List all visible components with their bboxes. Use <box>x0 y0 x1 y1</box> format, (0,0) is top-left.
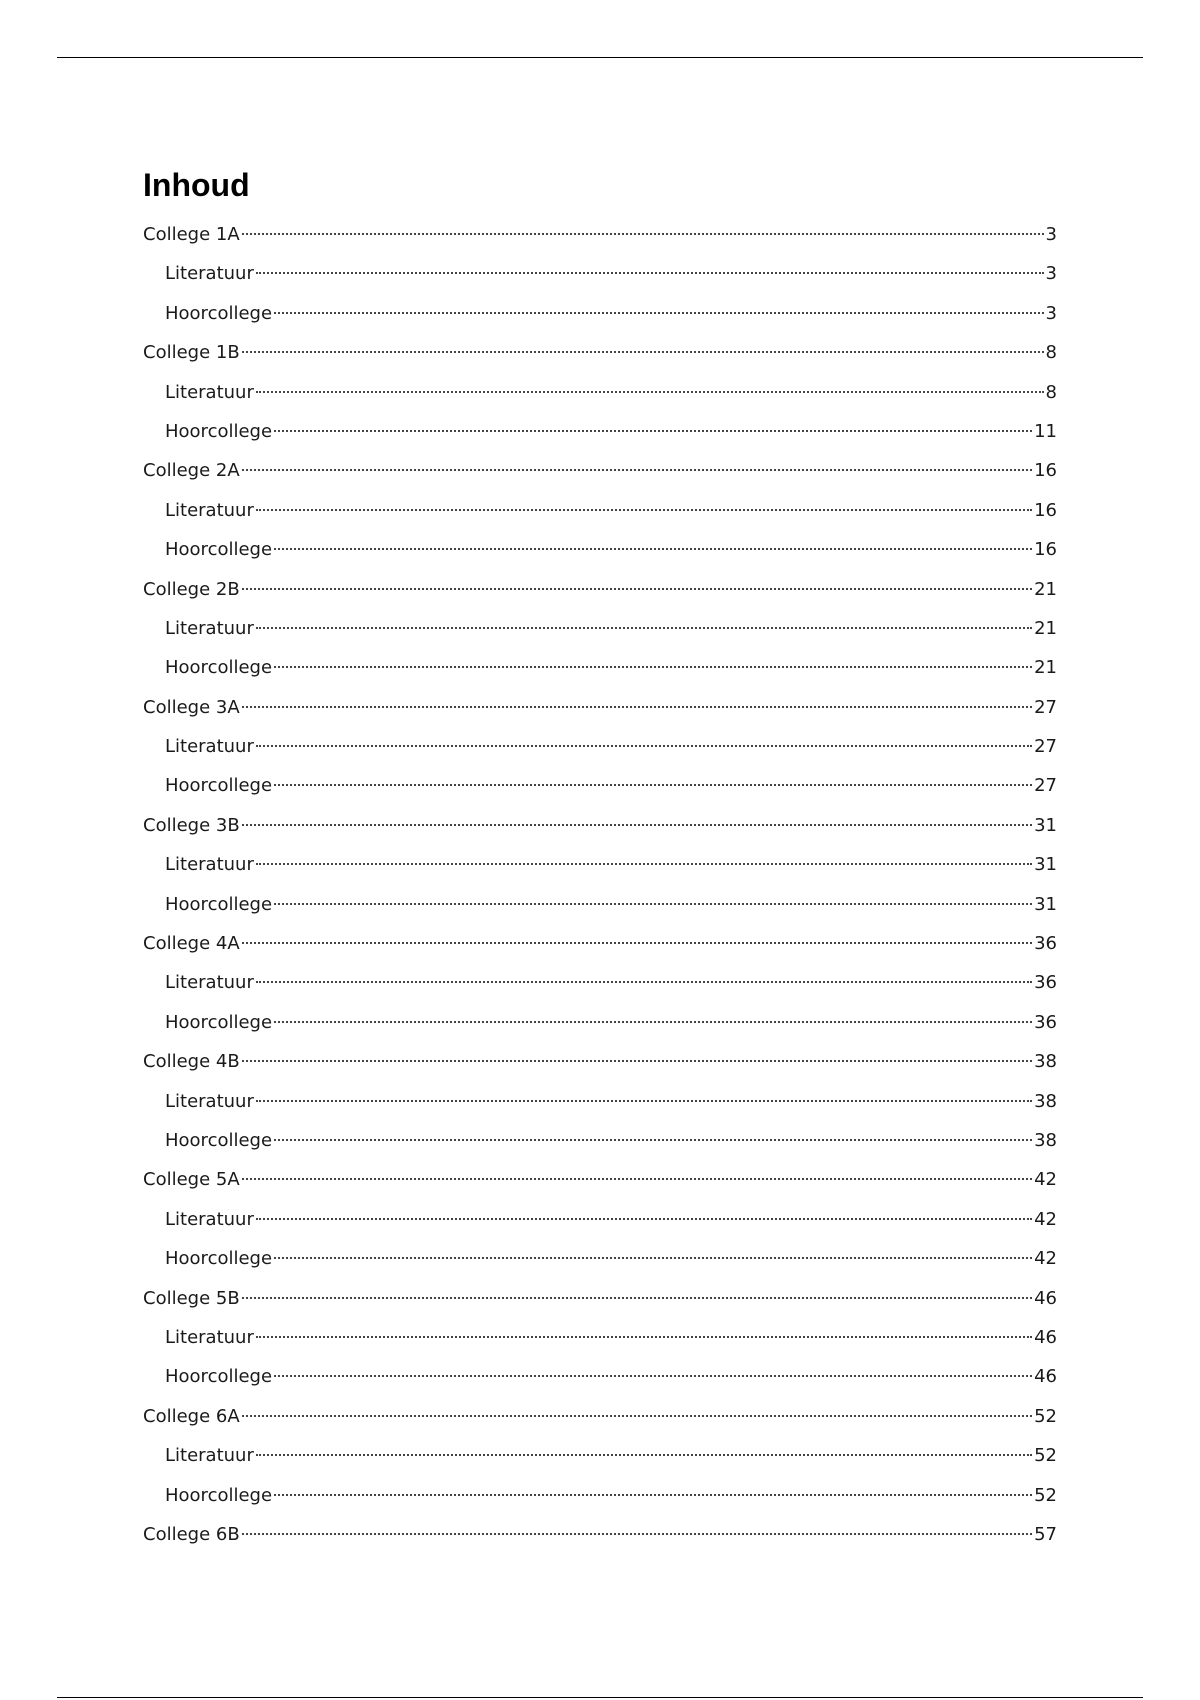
toc-entry-section[interactable] <box>143 609 1057 648</box>
toc-entry-chapter[interactable] <box>143 333 1057 372</box>
toc-dot-leader <box>274 1375 1032 1377</box>
toc-entry-label: Literatuur <box>165 381 254 403</box>
toc-entry-label: College 1B <box>143 342 240 364</box>
toc-dot-leader <box>256 272 1044 274</box>
toc-entry-section[interactable] <box>143 648 1057 687</box>
toc-dot-leader <box>242 824 1032 826</box>
toc-page-number: 46 <box>1034 1287 1057 1309</box>
toc-page-number: 31 <box>1034 893 1057 915</box>
footer-rule <box>57 1697 1143 1698</box>
toc-page-number: 57 <box>1034 1523 1057 1545</box>
toc-page-number: 36 <box>1034 933 1057 955</box>
toc-entry-label: Literatuur <box>165 972 254 994</box>
toc-entry-label: Hoorcollege <box>165 539 273 561</box>
toc-dot-leader <box>242 233 1044 235</box>
toc-dot-leader <box>256 627 1032 629</box>
toc-dot-leader <box>242 351 1044 353</box>
toc-page-number: 31 <box>1034 854 1057 876</box>
toc-entry-label: College 2A <box>143 460 240 482</box>
toc-entry-label: Hoorcollege <box>165 1011 273 1033</box>
toc-entry-chapter[interactable] <box>143 570 1057 609</box>
toc-page-number: 8 <box>1045 381 1057 403</box>
toc-dot-leader <box>274 666 1032 668</box>
toc-dot-leader <box>274 430 1032 432</box>
toc-entry-section[interactable] <box>143 491 1057 530</box>
header-rule <box>57 57 1143 58</box>
toc-entry-chapter[interactable] <box>143 1160 1057 1199</box>
toc-entry-label: Hoorcollege <box>165 1248 273 1270</box>
toc-page-number: 8 <box>1045 342 1057 364</box>
toc-entry-chapter[interactable] <box>143 1279 1057 1318</box>
toc-entry-section[interactable] <box>143 1318 1057 1357</box>
toc-dot-leader <box>242 706 1032 708</box>
toc-entry-section[interactable] <box>143 1239 1057 1278</box>
toc-page-number: 27 <box>1034 775 1057 797</box>
toc-entry-label: College 6B <box>143 1523 240 1545</box>
toc-entry-chapter[interactable] <box>143 1515 1057 1554</box>
toc-entry-section[interactable] <box>143 373 1057 412</box>
toc-entry-section[interactable] <box>143 294 1057 333</box>
toc-page-number: 27 <box>1034 696 1057 718</box>
toc-dot-leader <box>256 1454 1032 1456</box>
toc-entry-section[interactable] <box>143 963 1057 1002</box>
toc-entry-section[interactable] <box>143 1436 1057 1475</box>
toc-page-number: 3 <box>1045 263 1057 285</box>
toc-page-number: 46 <box>1034 1366 1057 1388</box>
toc-entry-label: Literatuur <box>165 263 254 285</box>
toc-entry-label: Hoorcollege <box>165 1129 273 1151</box>
toc-entry-label: College 4B <box>143 1051 240 1073</box>
toc-entry-section[interactable] <box>143 1003 1057 1042</box>
toc-page-number: 3 <box>1045 302 1057 324</box>
toc-entry-label: College 2B <box>143 578 240 600</box>
toc-entry-label: Hoorcollege <box>165 893 273 915</box>
toc-entry-label: Literatuur <box>165 1445 254 1467</box>
toc-entry-section[interactable] <box>143 1082 1057 1121</box>
toc-entry-label: Literatuur <box>165 1208 254 1230</box>
toc-page-number: 16 <box>1034 499 1057 521</box>
toc-entry-label: Literatuur <box>165 1090 254 1112</box>
toc-dot-leader <box>256 863 1032 865</box>
page-title: Inhoud <box>143 167 250 203</box>
toc-page-number: 21 <box>1034 617 1057 639</box>
toc-dot-leader <box>274 784 1032 786</box>
toc-page-number: 38 <box>1034 1129 1057 1151</box>
toc-entry-label: Hoorcollege <box>165 302 273 324</box>
toc-dot-leader <box>256 391 1044 393</box>
toc-entry-label: Hoorcollege <box>165 1366 273 1388</box>
toc-page-number: 52 <box>1034 1484 1057 1506</box>
toc-page-number: 42 <box>1034 1169 1057 1191</box>
toc-entry-chapter[interactable] <box>143 451 1057 490</box>
toc-entry-label: Hoorcollege <box>165 657 273 679</box>
toc-page-number: 36 <box>1034 1011 1057 1033</box>
toc-page-number: 52 <box>1034 1405 1057 1427</box>
toc-dot-leader <box>256 509 1032 511</box>
toc-entry-section[interactable] <box>143 1121 1057 1160</box>
toc-entry-label: College 6A <box>143 1405 240 1427</box>
toc-dot-leader <box>242 942 1032 944</box>
toc-entry-label: Literatuur <box>165 1326 254 1348</box>
toc-entry-label: College 3B <box>143 814 240 836</box>
toc-page-number: 27 <box>1034 736 1057 758</box>
toc-page-number: 38 <box>1034 1051 1057 1073</box>
toc-dot-leader <box>242 1533 1032 1535</box>
toc-page-number: 42 <box>1034 1248 1057 1270</box>
toc-page-number: 16 <box>1034 460 1057 482</box>
toc-dot-leader <box>256 745 1032 747</box>
table-of-contents <box>143 215 1057 1554</box>
toc-entry-section[interactable] <box>143 530 1057 569</box>
toc-page-number: 42 <box>1034 1208 1057 1230</box>
toc-dot-leader <box>274 312 1043 314</box>
toc-page-number: 21 <box>1034 657 1057 679</box>
toc-dot-leader <box>242 469 1032 471</box>
toc-entry-section[interactable] <box>143 1476 1057 1515</box>
toc-entry-label: Hoorcollege <box>165 420 273 442</box>
toc-entry-chapter[interactable] <box>143 215 1057 254</box>
toc-dot-leader <box>256 981 1032 983</box>
toc-entry-section[interactable] <box>143 1357 1057 1396</box>
toc-entry-section[interactable] <box>143 727 1057 766</box>
toc-entry-section[interactable] <box>143 254 1057 293</box>
toc-entry-section[interactable] <box>143 845 1057 884</box>
toc-dot-leader <box>256 1100 1032 1102</box>
toc-page-number: 36 <box>1034 972 1057 994</box>
toc-entry-label: Hoorcollege <box>165 775 273 797</box>
toc-entry-label: College 1A <box>143 224 240 245</box>
toc-page-number: 31 <box>1034 814 1057 836</box>
toc-entry-label: Literatuur <box>165 854 254 876</box>
toc-entry-section[interactable] <box>143 412 1057 451</box>
toc-dot-leader <box>242 1297 1032 1299</box>
toc-page-number: 16 <box>1034 539 1057 561</box>
toc-entry-label: College 5A <box>143 1169 240 1191</box>
toc-page-number: 52 <box>1034 1445 1057 1467</box>
toc-dot-leader <box>242 1060 1032 1062</box>
toc-dot-leader <box>274 903 1032 905</box>
toc-dot-leader <box>242 1178 1032 1180</box>
toc-entry-chapter[interactable] <box>143 688 1057 727</box>
toc-dot-leader <box>274 1021 1032 1023</box>
toc-dot-leader <box>274 548 1032 550</box>
toc-entry-chapter[interactable] <box>143 806 1057 845</box>
toc-page-number: 46 <box>1034 1326 1057 1348</box>
toc-entry-label: College 3A <box>143 696 240 718</box>
toc-entry-chapter[interactable] <box>143 1397 1057 1436</box>
toc-dot-leader <box>242 588 1032 590</box>
toc-dot-leader <box>274 1494 1032 1496</box>
toc-entry-label: Literatuur <box>165 499 254 521</box>
toc-entry-label: Literatuur <box>165 736 254 758</box>
toc-entry-label: College 5B <box>143 1287 240 1309</box>
toc-page-number: 11 <box>1034 420 1057 442</box>
toc-entry-label: College 4A <box>143 933 240 955</box>
toc-entry-section[interactable] <box>143 885 1057 924</box>
toc-dot-leader <box>242 1415 1032 1417</box>
toc-page-number: 38 <box>1034 1090 1057 1112</box>
toc-entry-section[interactable] <box>143 1200 1057 1239</box>
toc-dot-leader <box>256 1218 1032 1220</box>
toc-entry-label: Hoorcollege <box>165 1484 273 1506</box>
toc-dot-leader <box>256 1336 1032 1338</box>
toc-entry-label: Literatuur <box>165 617 254 639</box>
toc-dot-leader <box>274 1139 1032 1141</box>
toc-entry-chapter[interactable] <box>143 924 1057 963</box>
toc-entry-chapter[interactable] <box>143 1042 1057 1081</box>
toc-page-number: 3 <box>1045 224 1057 245</box>
toc-entry-section[interactable] <box>143 766 1057 805</box>
toc-dot-leader <box>274 1257 1032 1259</box>
toc-page-number: 21 <box>1034 578 1057 600</box>
